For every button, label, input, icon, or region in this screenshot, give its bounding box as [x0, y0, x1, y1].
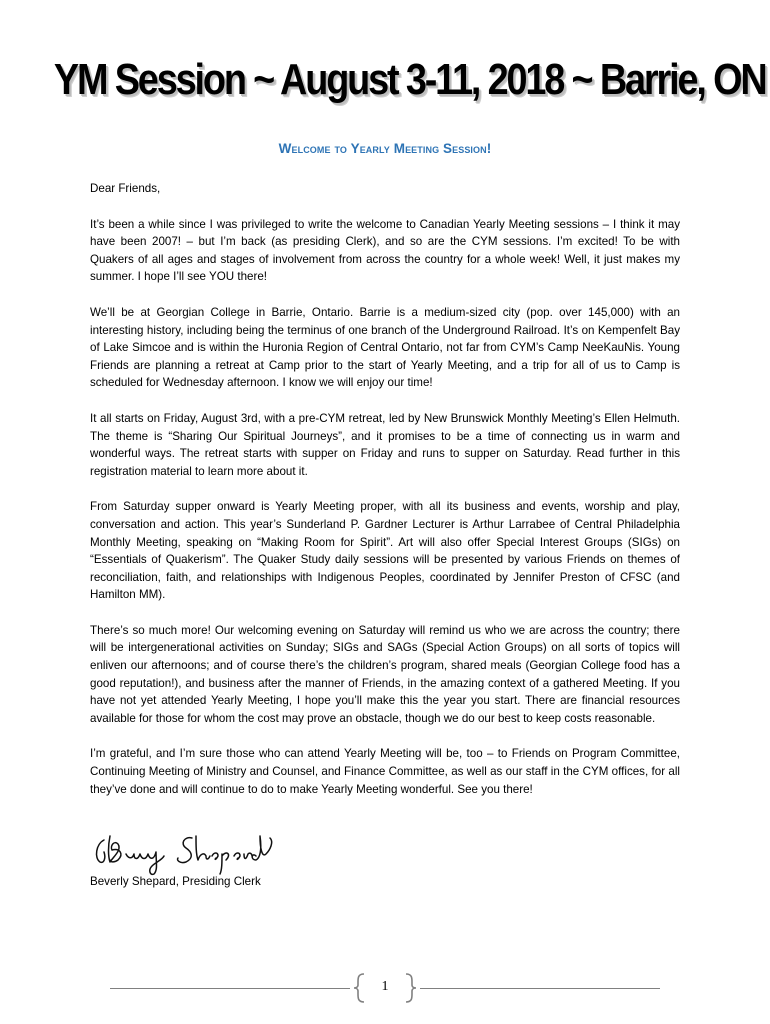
letter-body: [90, 180, 680, 816]
paragraph-4: From Saturday supper onward is Yearly Meeting proper, with all its business and events, worship and play, conversation and action. This year’s Sunderland P. Gardner Lecturer is Arthur Larrabee of Central Philadelphia Monthly Meeting, speaking on “Making Room for Spirit”. Art will also offer Special Interest Groups (SIGs) on “Essentials of Quakerism”. The Quaker Study daily sessions will be presented by various Friends on themes of reconciliation, faith, and relationships with Indigenous Peoples, coordinated by Jennifer Preston of CFSC (and Hamilton MM).: [90, 500, 680, 602]
signatory-name: Beverly Shepard, Presiding Clerk: [90, 875, 261, 888]
page-number: 1: [381, 979, 389, 994]
footer-rule-left: [110, 988, 350, 989]
paragraph-3: It all starts on Friday, August 3rd, with a pre-CYM retreat, led by New Brunswick Monthly Meeting’s Ellen Helmuth. The theme is “Sharing Our Spiritual Journeys”, and it promises to be a time of connecting us in warm and wonderful ways. The retreat starts with supper on Friday and runs to supper on Saturday. Read further in this registration material to learn more about it.: [90, 411, 680, 478]
paragraph-6: I’m grateful, and I’m sure those who can attend Yearly Meeting will be, too – to Friends on Program Committee, Continuing Meeting of Ministry and Counsel, and Finance Committee, as well as our staff in the CYM offices, for all they’ve done and will continue to do to make Yearly Meeting wonderful. See you there!: [90, 747, 680, 796]
banner-title: YM Session ~ August 3-11, 2018 ~ Barrie, ON: [53, 55, 766, 104]
paragraph-5: There’s so much more! Our welcoming evening on Saturday will remind us who we are across the country; there will be intergenerational activities on Sunday; SIGs and SAGs (Special Action Groups) on all sorts of topics will enliven our afternoons; and of course there’s the children’s program, shared meals (Georgian College food has a good reputation!), and business after the manner of Friends, in the amazing context of a gathered Meeting. If you have not yet attended Yearly Meeting, I hope you’ll make this the year you start. There are financial resources available for those for whom the cost may prove an obstacle, though we do our best to keep costs reasonable.: [90, 623, 680, 725]
page-footer: [110, 968, 660, 1008]
handwritten-signature: [92, 830, 282, 878]
paragraph-1: It’s been a while since I was privileged to write the welcome to Canadian Yearly Meeting sessions – I think it may have been 2007! – but I’m back (as presiding Clerk), and so are the CYM sessions. I’m excited! To be with Quakers of all ages and stages of involvement from across the country for a whole week! Well, it just makes my summer. I hope I’ll see YOU there!: [90, 217, 680, 284]
welcome-heading: Welcome to Yearly Meeting Session!: [278, 141, 492, 156]
page-number-box: [350, 968, 420, 1008]
footer-rule-right: [420, 988, 660, 989]
paragraph-2: We’ll be at Georgian College in Barrie, Ontario. Barrie is a medium-sized city (pop. over 145,000) with an interesting history, including being the terminus of one branch of the Underground Railroad. It’s on Kempenfelt Bay of Lake Simcoe and is within the Huronia Region of Central Ontario, not far from CYM’s Camp NeeKauNis. Young Friends are planning a retreat at Camp prior to the start of Yearly Meeting, and a trip for all of us to Camp is scheduled for Wednesday afternoon. I know we will enjoy our time!: [90, 305, 680, 390]
salutation: Dear Friends,: [90, 182, 161, 195]
